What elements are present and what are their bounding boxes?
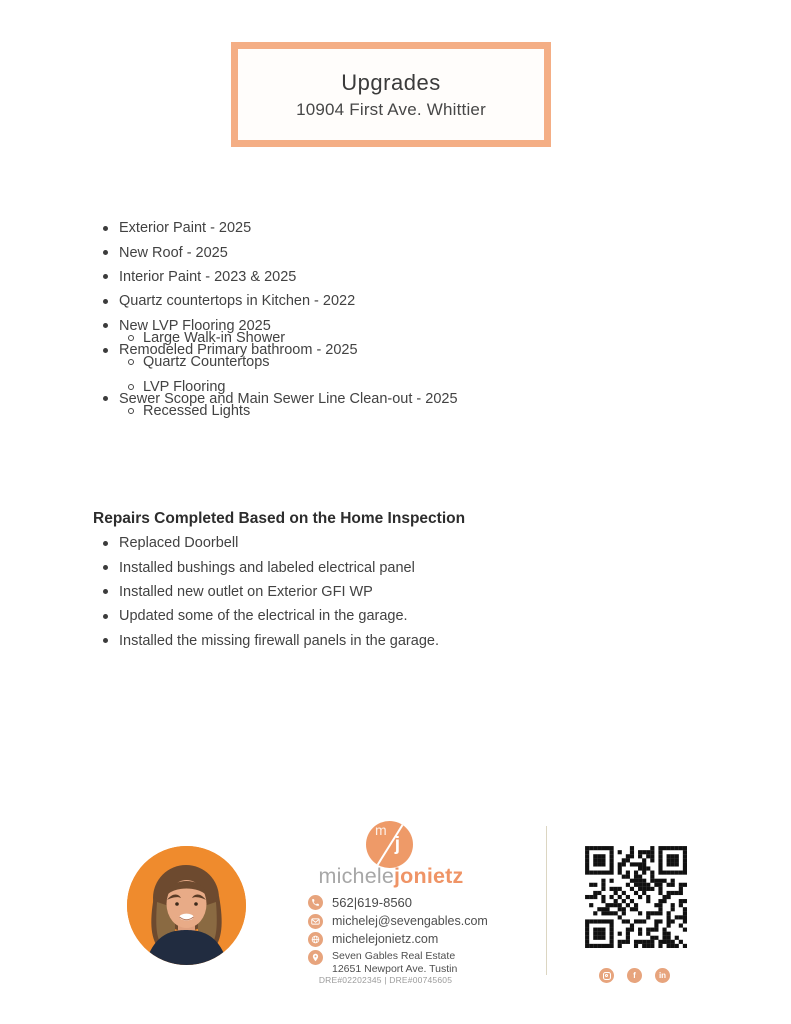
upgrade-item-label: Remodeled Primary bathroom - 2025 <box>119 342 358 359</box>
page-title: Upgrades <box>341 69 441 95</box>
agent-name <box>291 864 491 889</box>
upgrade-sub-item <box>93 350 285 374</box>
repair-item <box>93 531 653 555</box>
footer-divider <box>546 826 547 975</box>
upgrade-sub-item <box>93 326 285 350</box>
phone-icon <box>308 895 323 910</box>
upgrades-list <box>93 216 613 420</box>
agent-portrait-illustration <box>127 846 246 965</box>
bullet-icon <box>103 299 108 304</box>
linkedin-icon[interactable]: in <box>655 968 670 983</box>
email-icon <box>308 914 323 929</box>
repair-item <box>93 580 653 604</box>
dre-license-numbers: DRE#02202345 | DRE#00745605 <box>318 975 453 985</box>
upgrade-item <box>93 289 613 313</box>
repair-item-label: Replaced Doorbell <box>119 535 239 552</box>
agent-last-name: jonietz <box>394 864 464 888</box>
agent-logo-monogram <box>366 821 413 868</box>
header-box <box>231 42 551 147</box>
monogram-j-letter: j <box>394 834 400 855</box>
bullet-icon <box>103 274 108 279</box>
facebook-icon[interactable]: f <box>627 968 642 983</box>
hollow-bullet-icon <box>128 408 134 414</box>
address-row <box>308 950 457 975</box>
repair-item <box>93 604 653 628</box>
street-address: 12651 Newport Ave. Tustin <box>332 962 458 975</box>
repairs-heading: Repairs Completed Based on the Home Inspection <box>93 510 466 527</box>
location-pin-icon <box>308 950 323 965</box>
repairs-list <box>93 531 653 653</box>
bullet-icon <box>103 638 108 643</box>
email-row <box>308 914 488 929</box>
property-address: 10904 First Ave. Whittier <box>296 99 486 119</box>
upgrade-item <box>93 216 613 240</box>
upgrade-item-label: Sewer Scope and Main Sewer Line Clean-out - 2025 <box>119 390 458 407</box>
repair-item-label: Updated some of the electrical in the garage. <box>119 608 408 625</box>
upgrade-sub-item-label: Large Walk-in Shower <box>143 329 286 346</box>
qr-code <box>581 842 691 952</box>
upgrade-item-label: New LVP Flooring 2025 <box>119 317 271 334</box>
website-row <box>308 932 438 947</box>
upgrade-item <box>93 240 613 264</box>
bullet-icon <box>103 614 108 619</box>
repair-item <box>93 555 653 579</box>
repair-item-label: Installed new outlet on Exterior GFI WP <box>119 583 373 600</box>
upgrade-sub-item-label: Quartz Countertops <box>143 354 270 371</box>
hollow-bullet-icon <box>128 335 134 341</box>
upgrade-item-label: Interior Paint - 2023 & 2025 <box>119 268 297 285</box>
social-icons-row <box>599 968 670 983</box>
upgrade-item <box>93 265 613 289</box>
upgrade-item-label: Exterior Paint - 2025 <box>119 220 252 237</box>
hollow-bullet-icon <box>128 384 134 390</box>
agent-headshot-photo <box>127 846 246 965</box>
company-name: Seven Gables Real Estate <box>332 950 456 962</box>
bullet-icon <box>103 541 108 546</box>
upgrade-item-label: New Roof - 2025 <box>119 244 228 261</box>
phone-number[interactable]: 562|619-8560 <box>332 895 413 910</box>
upgrade-item-label: Quartz countertops in Kitchen - 2022 <box>119 293 356 310</box>
upgrade-sub-item-label: Recessed Lights <box>143 403 251 420</box>
upgrade-sub-item-label: LVP Flooring <box>143 378 226 395</box>
email-address[interactable]: michelej@sevengables.com <box>332 914 488 928</box>
bullet-icon <box>103 589 108 594</box>
globe-icon <box>308 932 323 947</box>
hollow-bullet-icon <box>128 359 134 365</box>
monogram-m-letter: m <box>375 822 387 838</box>
repair-item <box>93 629 653 653</box>
bullet-icon <box>103 250 108 255</box>
bullet-icon <box>103 565 108 570</box>
website-url[interactable]: michelejonietz.com <box>332 932 439 946</box>
office-address <box>332 950 457 975</box>
repair-item-label: Installed bushings and labeled electrical panel <box>119 559 415 576</box>
bathroom-sub-list <box>93 326 285 424</box>
instagram-icon[interactable] <box>599 968 614 983</box>
repair-item-label: Installed the missing firewall panels in the garage. <box>119 632 439 649</box>
bullet-icon <box>103 226 108 231</box>
phone-row <box>308 895 412 910</box>
agent-first-name: michele <box>318 864 394 888</box>
